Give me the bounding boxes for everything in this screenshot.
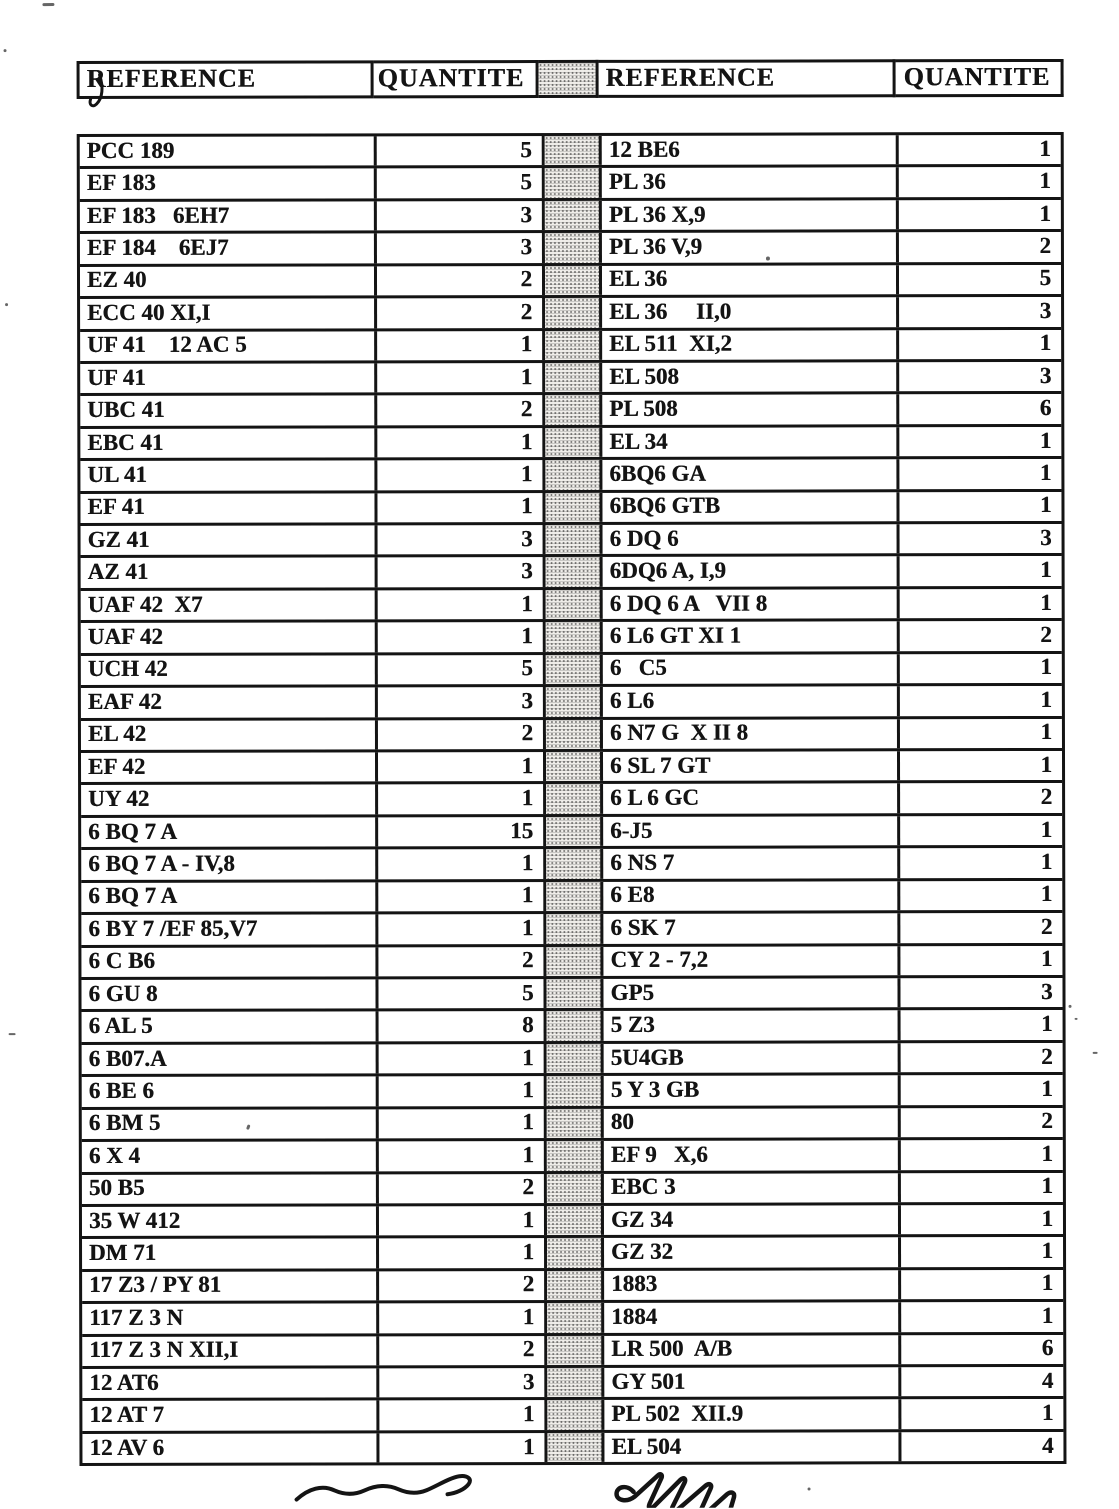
table-row [82, 1237, 1063, 1271]
reference-cell-right: EL 36 [602, 265, 899, 295]
separator-hatch [547, 1109, 604, 1139]
reference-cell-right: 6 SK 7 [603, 913, 900, 943]
reference-cell-left: UY 42 [81, 785, 378, 815]
quantity-cell-right: 4 [1041, 1367, 1054, 1393]
reference-cell-right: EL 508 [602, 362, 899, 392]
reference-cell-left: EZ 40 [80, 266, 377, 296]
reference-cell-right: PL 36 V,9 [602, 233, 899, 263]
reference-cell-left: UAF 42 [81, 623, 378, 653]
scan-speck [5, 303, 8, 306]
separator-hatch [545, 298, 602, 328]
quantity-cell-right: 3 [1040, 524, 1052, 550]
quantity-cell-right: 2 [1039, 232, 1051, 258]
quantity-cell-right: 1 [1040, 589, 1052, 615]
quantity-cell-left: 5 [377, 168, 545, 198]
table-row [81, 524, 1062, 558]
reference-cell-left: EF 184 6EJ7 [80, 234, 377, 264]
quantity-cell-right: 2 [1040, 913, 1053, 939]
quantity-cell-right: 3 [1039, 297, 1052, 323]
quantity-cell-left: 8 [379, 1011, 547, 1041]
separator-hatch [547, 1271, 604, 1301]
quantity-cell-right: 2 [1040, 622, 1052, 648]
reference-cell-right: 1884 [604, 1302, 901, 1332]
quantity-cell-right: 1 [1040, 848, 1053, 874]
table-row [82, 1432, 1063, 1463]
reference-cell-right: 6BQ6 GTB [602, 492, 899, 522]
separator-hatch [546, 882, 603, 912]
quantity-cell-left: 2 [377, 395, 545, 425]
reference-cell-left: 6 GU 8 [81, 979, 378, 1009]
quantity-cell-left: 1 [377, 363, 545, 393]
quantity-cell-right: 1 [1040, 654, 1052, 680]
reference-cell-left: 6 C B6 [81, 947, 378, 977]
reference-cell-left: EL 42 [81, 720, 378, 750]
reference-cell-right: 5 Y 3 GB [604, 1076, 901, 1106]
quantity-cell-right: 3 [1039, 362, 1052, 388]
separator-hatch [546, 590, 603, 620]
scan-speck [4, 49, 7, 52]
quantity-cell-left: 3 [377, 233, 545, 263]
table-row [81, 556, 1062, 590]
separator-hatch [545, 266, 602, 296]
quantity-cell-left: 1 [378, 914, 546, 944]
table-row [80, 232, 1061, 266]
quantity-cell-right: 1 [1039, 459, 1052, 485]
quantity-cell-right: 2 [1041, 1043, 1053, 1069]
separator-hatch [547, 1400, 604, 1430]
reference-cell-left: 117 Z 3 N XII,I [82, 1336, 379, 1366]
reference-cell-left: 12 AV 6 [82, 1433, 379, 1463]
reference-cell-left: 6 BE 6 [82, 1077, 379, 1107]
quantity-cell-right: 1 [1040, 946, 1053, 972]
reference-cell-right: EF 9 X,6 [604, 1140, 901, 1170]
quantity-cell-right: 1 [1041, 1270, 1054, 1296]
reference-cell-right: 6 C5 [603, 654, 900, 684]
separator-hatch [545, 363, 602, 393]
table-row [80, 362, 1061, 396]
quantity-cell-right: 5 [1039, 265, 1052, 291]
reference-cell-right: 6 NS 7 [603, 849, 900, 879]
table-row [80, 394, 1061, 428]
table-row [80, 427, 1061, 461]
table-row [80, 167, 1061, 201]
quantity-cell-left: 3 [377, 201, 545, 231]
reference-cell-left: AZ 41 [81, 558, 378, 588]
reference-cell-left: PCC 189 [80, 136, 377, 166]
reference-cell-right: 6 L6 GT XI 1 [603, 622, 900, 652]
quantity-cell-right: 1 [1040, 881, 1053, 907]
table-row [81, 783, 1062, 817]
reference-cell-right: GY 501 [604, 1367, 901, 1397]
quantity-cell-left: 3 [379, 1368, 547, 1398]
reference-cell-right: PL 36 [602, 168, 899, 198]
quantity-cell-left: 1 [377, 493, 545, 523]
reference-cell-right: 6 L 6 GC [603, 784, 900, 814]
scan-speck [1075, 1018, 1078, 1020]
separator-hatch [547, 1433, 604, 1463]
quantity-cell-right: 2 [1041, 1108, 1053, 1134]
quantity-cell-left: 2 [378, 720, 546, 750]
header-reference-left: REFERENCE [77, 60, 374, 99]
quantity-cell-left: 1 [377, 331, 545, 361]
reference-cell-right: EL 36 II,0 [602, 297, 899, 327]
reference-cell-left: 6 BQ 7 A [81, 817, 378, 847]
separator-hatch [546, 720, 603, 750]
quantity-cell-right: 1 [1039, 168, 1051, 194]
handwritten-squiggle [297, 1476, 470, 1500]
quantity-cell-right: 1 [1041, 1075, 1053, 1101]
table-row [82, 1010, 1063, 1044]
reference-cell-right: 6 N7 G X II 8 [603, 719, 900, 749]
reference-cell-left: 6 BY 7 /EF 85,V7 [81, 915, 378, 945]
quantity-cell-right: 1 [1040, 686, 1052, 712]
separator-hatch [545, 201, 602, 231]
quantity-cell-left: 1 [378, 849, 546, 879]
table-row [82, 1399, 1063, 1433]
quantity-cell-left: 5 [378, 655, 546, 685]
reference-cell-left: 12 AT6 [82, 1368, 379, 1398]
table-row [81, 913, 1062, 947]
quantity-cell-left: 1 [379, 1141, 547, 1171]
reference-cell-left: 12 AT 7 [82, 1401, 379, 1431]
quantity-cell-left: 1 [379, 1433, 547, 1463]
reference-cell-right: GZ 34 [604, 1205, 901, 1235]
separator-hatch [545, 136, 602, 166]
handwritten-scribble [617, 1474, 735, 1509]
reference-cell-right: 6 SL 7 GT [603, 751, 900, 781]
parts-table [77, 132, 1067, 1466]
reference-cell-left: 17 Z3 / PY 81 [82, 1271, 379, 1301]
reference-cell-right: 5U4GB [604, 1043, 901, 1073]
reference-cell-left: 6 X 4 [82, 1141, 379, 1171]
separator-hatch [546, 622, 603, 652]
reference-cell-left: ECC 40 XI,I [80, 298, 377, 328]
reference-cell-right: PL 36 X,9 [602, 200, 899, 230]
table-row [81, 589, 1062, 623]
quantity-cell-left: 1 [379, 1400, 547, 1430]
reference-cell-left: 117 Z 3 N [82, 1304, 379, 1334]
quantity-cell-left: 5 [377, 136, 545, 166]
reference-cell-right: LR 500 A/B [604, 1335, 901, 1365]
separator-hatch [547, 1336, 604, 1366]
table-row [82, 1075, 1063, 1109]
separator-hatch [546, 687, 603, 717]
separator-hatch [546, 784, 603, 814]
table-row [82, 1043, 1063, 1077]
reference-cell-left: EF 183 [80, 169, 377, 199]
reference-cell-right: 6DQ6 A, I,9 [603, 557, 900, 587]
reference-cell-right: PL 502 XII.9 [604, 1400, 901, 1430]
reference-cell-right: EBC 3 [604, 1173, 901, 1203]
header-quantite-left: QUANTITE [374, 60, 539, 98]
reference-cell-left: 6 BQ 7 A - IV,8 [81, 850, 378, 880]
reference-cell-left: UBC 41 [80, 396, 377, 426]
reference-cell-right: 6-J5 [603, 816, 900, 846]
separator-hatch [545, 460, 602, 490]
table-row [82, 1302, 1063, 1336]
table-row [80, 459, 1061, 493]
quantity-cell-right: 1 [1039, 492, 1052, 518]
table-row [82, 1367, 1063, 1401]
table-row [82, 1270, 1063, 1304]
reference-cell-right: EL 511 XI,2 [602, 330, 899, 360]
reference-cell-right: 6 L6 [603, 686, 900, 716]
reference-cell-left: 50 B5 [82, 1174, 379, 1204]
quantity-cell-left: 1 [377, 460, 545, 490]
reference-cell-right: 6 DQ 6 A VII 8 [603, 589, 900, 619]
separator-hatch [547, 1206, 604, 1236]
scan-speck [766, 257, 770, 261]
table-row [80, 135, 1061, 169]
reference-cell-left: EF 41 [80, 493, 377, 523]
reference-cell-right: PL 508 [602, 395, 899, 425]
reference-cell-left: UF 41 [80, 363, 377, 393]
quantity-cell-right: 2 [1040, 784, 1053, 810]
table-header [77, 59, 1064, 99]
reference-cell-right: EL 504 [604, 1432, 901, 1462]
reference-cell-left: 6 AL 5 [82, 1012, 379, 1042]
quantity-cell-right: 1 [1039, 135, 1051, 161]
separator-hatch [545, 330, 602, 360]
reference-cell-left: UF 41 12 AC 5 [80, 331, 377, 361]
reference-cell-left: DM 71 [82, 1239, 379, 1269]
quantity-cell-left: 1 [377, 428, 545, 458]
reference-cell-right: 12 BE6 [602, 135, 899, 165]
quantity-cell-right: 1 [1040, 816, 1053, 842]
quantity-cell-left: 1 [379, 1044, 547, 1074]
table-row [81, 945, 1062, 979]
separator-hatch [547, 1011, 604, 1041]
quantity-cell-left: 1 [379, 1303, 547, 1333]
quantity-cell-left: 15 [378, 817, 546, 847]
reference-cell-left: GZ 41 [81, 525, 378, 555]
separator-hatch [546, 946, 603, 976]
quantity-cell-left: 1 [379, 1238, 547, 1268]
reference-cell-left: UCH 42 [81, 655, 378, 685]
separator-hatch [547, 1044, 604, 1074]
reference-cell-right: CY 2 - 7,2 [603, 946, 900, 976]
quantity-cell-right: 1 [1041, 1173, 1053, 1199]
separator-hatch [547, 1173, 604, 1203]
header-reference-right: REFERENCE [599, 59, 896, 98]
quantity-cell-right: 1 [1040, 751, 1053, 777]
quantity-cell-left: 1 [378, 882, 546, 912]
table-row [80, 329, 1061, 363]
table-row [81, 978, 1062, 1012]
quantity-cell-left: 3 [378, 558, 546, 588]
separator-hatch [546, 817, 603, 847]
separator-hatch [546, 752, 603, 782]
separator-hatch [546, 849, 603, 879]
separator-hatch [545, 493, 602, 523]
quantity-cell-left: 2 [377, 298, 545, 328]
separator-hatch [546, 557, 603, 587]
table-row [81, 686, 1062, 720]
quantity-cell-left: 2 [379, 1336, 547, 1366]
quantity-cell-left: 1 [378, 590, 546, 620]
quantity-cell-right: 1 [1041, 1400, 1054, 1426]
quantity-cell-left: 2 [379, 1174, 547, 1204]
scan-speck [808, 1487, 811, 1490]
reference-cell-left: 35 W 412 [82, 1206, 379, 1236]
quantity-cell-right: 1 [1039, 330, 1052, 356]
table-row [81, 719, 1062, 753]
reference-cell-left: 6 B07.A [82, 1044, 379, 1074]
reference-cell-right: 6 E8 [603, 881, 900, 911]
quantity-cell-right: 1 [1040, 557, 1052, 583]
reference-cell-left: 6 BQ 7 A [81, 882, 378, 912]
scan-speck [1093, 1052, 1098, 1054]
separator-hatch [547, 1141, 604, 1171]
reference-cell-right: GP5 [603, 978, 900, 1008]
quantity-cell-right: 1 [1041, 1011, 1053, 1037]
reference-cell-right: EL 34 [602, 427, 899, 457]
separator-hatch [547, 1238, 604, 1268]
scan-speck [42, 3, 54, 6]
quantity-cell-right: 1 [1041, 1205, 1053, 1231]
separator-hatch [546, 979, 603, 1009]
quantity-cell-left: 2 [377, 266, 545, 296]
quantity-cell-left: 1 [379, 1076, 547, 1106]
quantity-cell-left: 1 [379, 1206, 547, 1236]
table-row [81, 751, 1062, 785]
quantity-cell-right: 3 [1040, 978, 1053, 1004]
header-quantite-right: QUANTITE [896, 59, 1064, 97]
separator-hatch [545, 233, 602, 263]
quantity-cell-left: 1 [378, 752, 546, 782]
table-row [82, 1108, 1063, 1142]
quantity-cell-left: 1 [378, 784, 546, 814]
table-row [81, 654, 1062, 688]
quantity-cell-left: 3 [378, 525, 546, 555]
separator-hatch [547, 1303, 604, 1333]
quantity-cell-right: 1 [1040, 719, 1052, 745]
reference-cell-right: 80 [604, 1108, 901, 1138]
table-row [80, 297, 1061, 331]
table-row [81, 621, 1062, 655]
quantity-cell-right: 1 [1041, 1140, 1053, 1166]
scan-speck [9, 1033, 16, 1035]
quantity-cell-left: 1 [378, 622, 546, 652]
table-row [81, 816, 1062, 850]
table-row [82, 1205, 1063, 1239]
reference-cell-left: EF 42 [81, 752, 378, 782]
separator-hatch [545, 428, 602, 458]
reference-cell-left: UL 41 [80, 461, 377, 491]
scan-speck [1069, 1005, 1072, 1008]
table-row [80, 492, 1061, 526]
table-row [81, 881, 1062, 915]
table-row [82, 1140, 1063, 1174]
separator-hatch [546, 914, 603, 944]
quantity-cell-left: 1 [379, 1109, 547, 1139]
table-row [82, 1335, 1063, 1369]
quantity-cell-right: 1 [1041, 1238, 1054, 1264]
separator-hatch [547, 1076, 604, 1106]
separator-hatch [545, 168, 602, 198]
reference-cell-left: EAF 42 [81, 688, 378, 718]
quantity-cell-right: 4 [1041, 1432, 1054, 1458]
header-separator-hatch [539, 60, 599, 98]
reference-cell-left: EBC 41 [80, 428, 377, 458]
table-row [80, 200, 1061, 234]
reference-cell-right: 5 Z3 [604, 1011, 901, 1041]
reference-cell-right: 6BQ6 GA [602, 460, 899, 490]
reference-cell-left: 6 BM 5 [82, 1109, 379, 1139]
reference-cell-left: UAF 42 X7 [81, 590, 378, 620]
quantity-cell-left: 2 [378, 947, 546, 977]
separator-hatch [546, 525, 603, 555]
quantity-cell-left: 5 [378, 979, 546, 1009]
table-row [82, 1172, 1063, 1206]
quantity-cell-right: 1 [1041, 1302, 1054, 1328]
separator-hatch [547, 1368, 604, 1398]
quantity-cell-left: 3 [378, 687, 546, 717]
quantity-cell-right: 1 [1039, 200, 1051, 226]
quantity-cell-right: 6 [1041, 1335, 1054, 1361]
table-row [80, 265, 1061, 299]
quantity-cell-left: 2 [379, 1271, 547, 1301]
quantity-cell-right: 1 [1039, 427, 1052, 453]
reference-cell-right: 1883 [604, 1270, 901, 1300]
reference-cell-left: EF 183 6EH7 [80, 201, 377, 231]
reference-cell-right: 6 DQ 6 [603, 524, 900, 554]
reference-cell-right: GZ 32 [604, 1238, 901, 1268]
table-row [81, 848, 1062, 882]
quantity-cell-right: 6 [1039, 395, 1052, 421]
separator-hatch [546, 655, 603, 685]
separator-hatch [545, 395, 602, 425]
